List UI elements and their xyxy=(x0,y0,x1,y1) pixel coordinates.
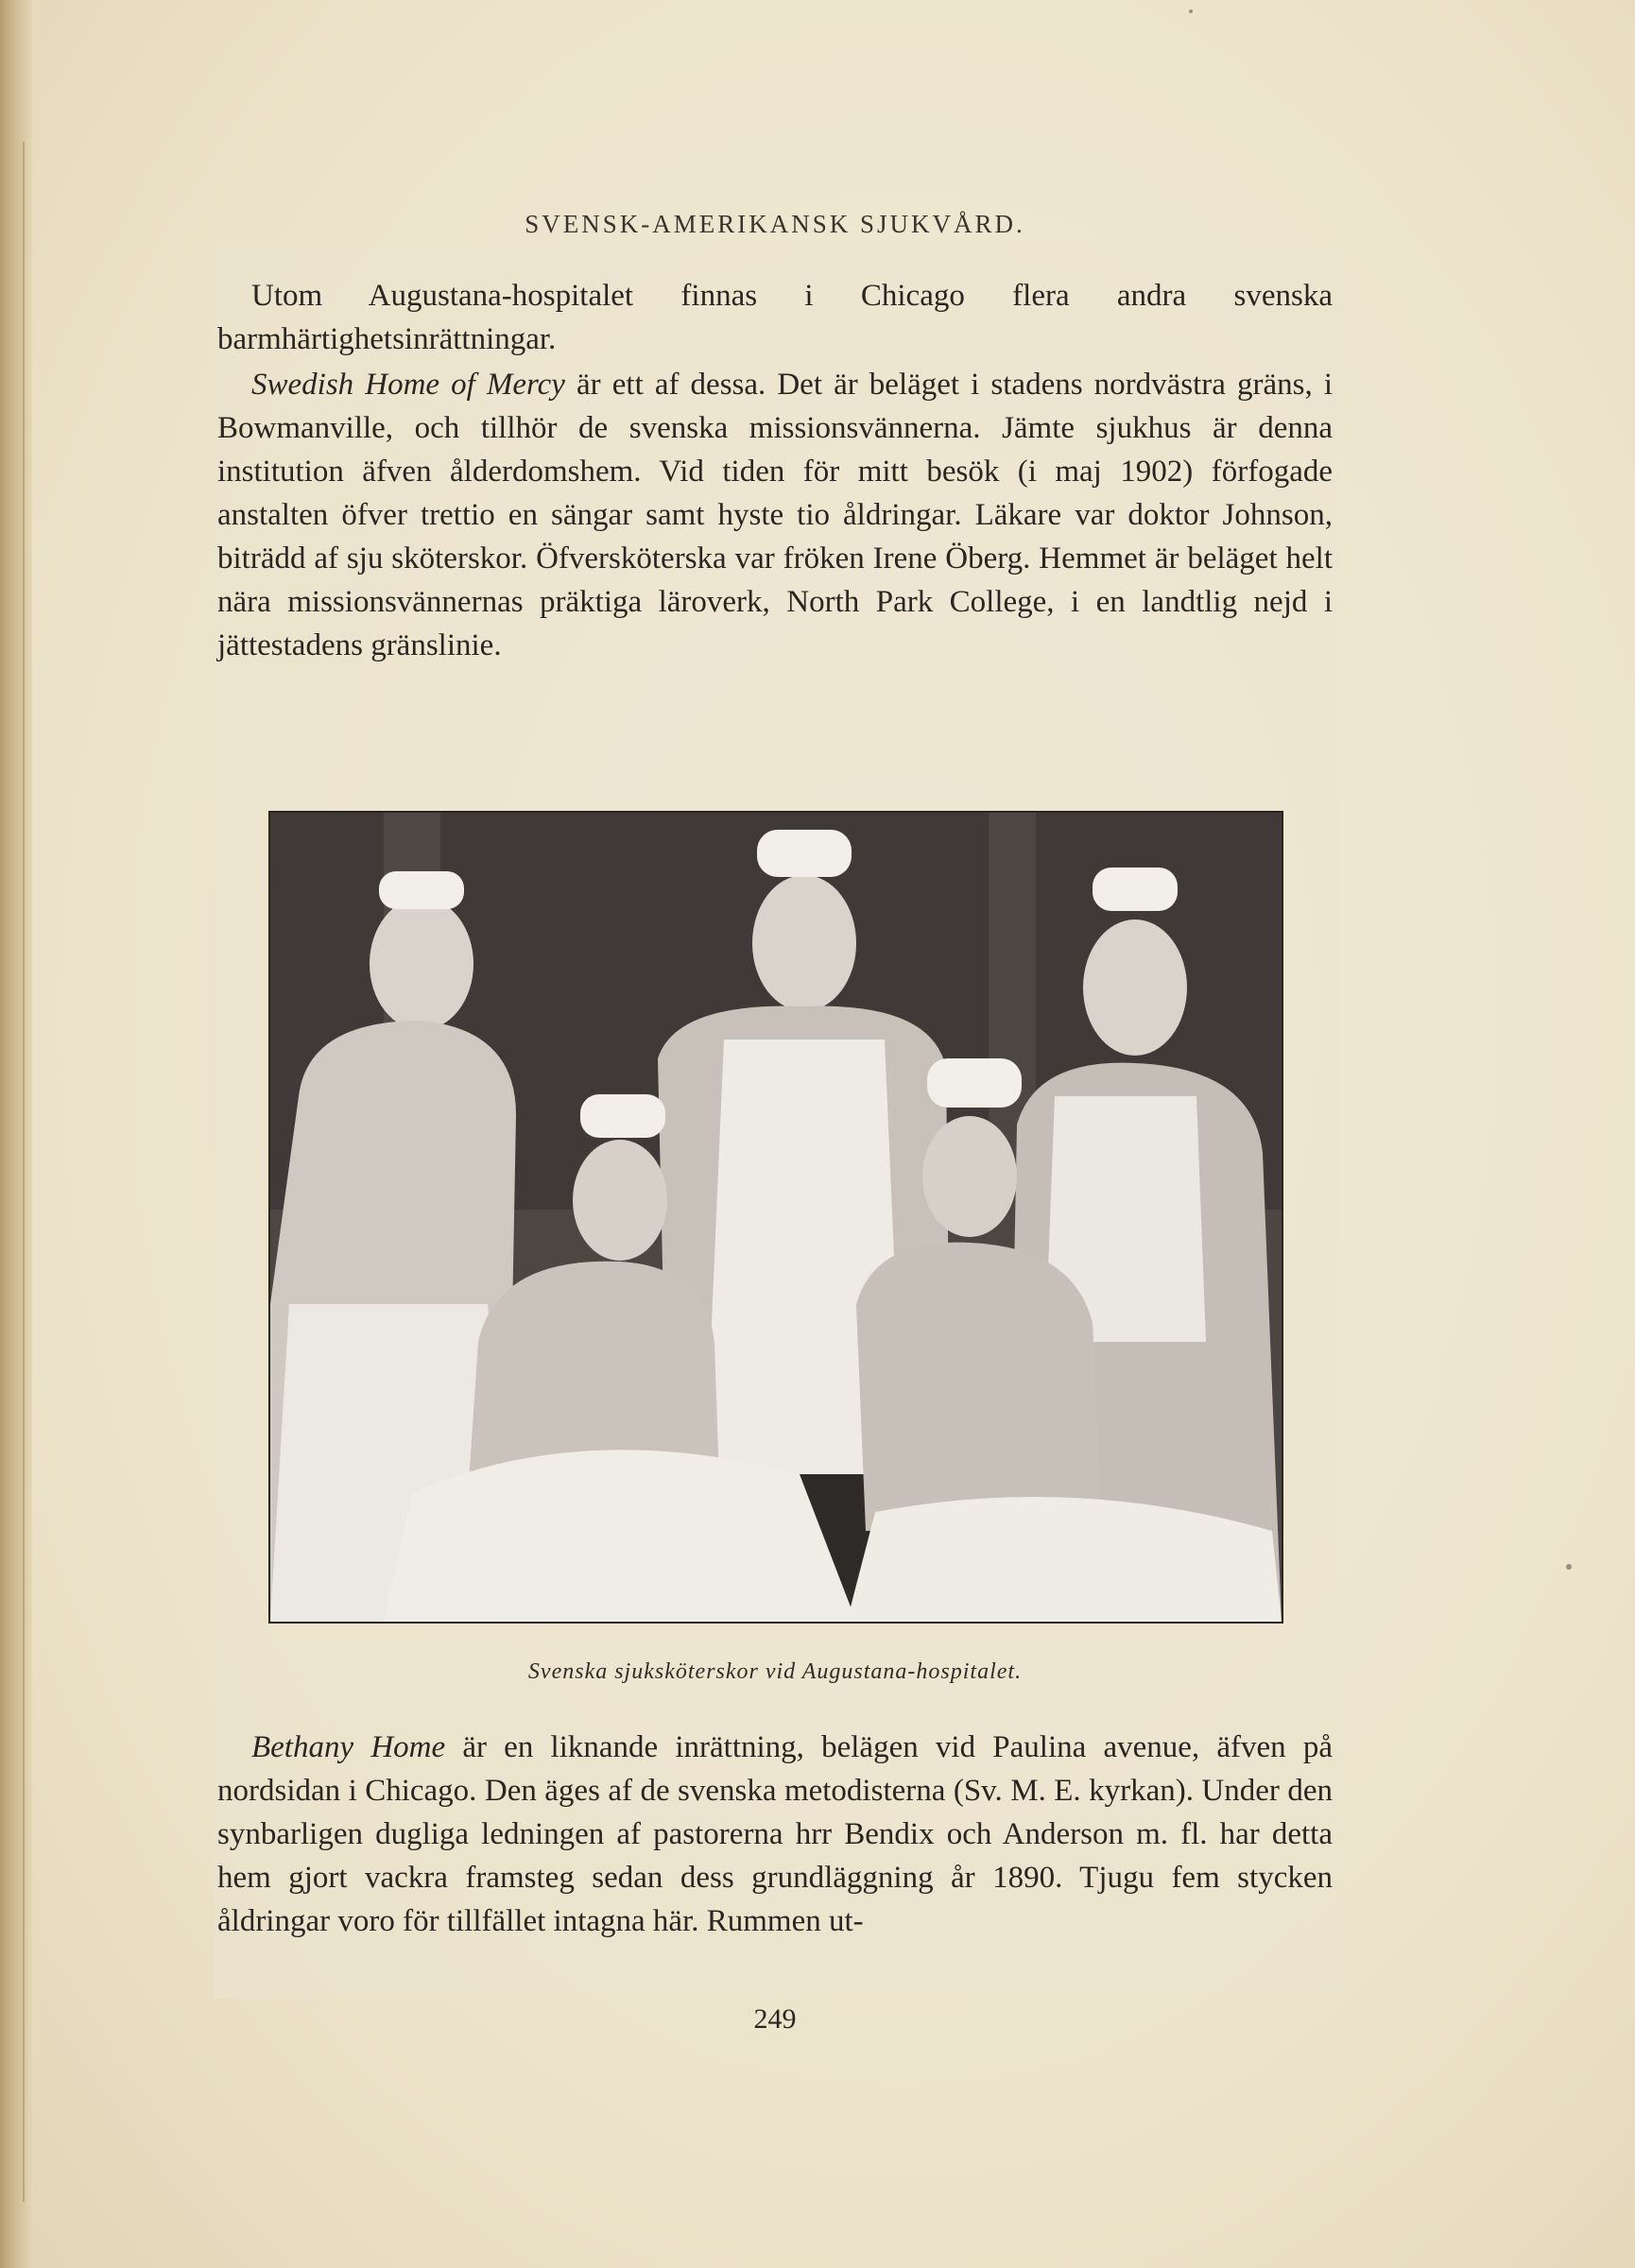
paper-speck xyxy=(1566,1564,1572,1570)
figure-caption: Svenska sjuksköterskor vid Augustana-hospitalet. xyxy=(527,1659,1023,1684)
paragraph-swedish-home-title: Swedish Home of Mercy xyxy=(251,368,565,402)
book-gutter xyxy=(0,0,32,2268)
paper-speck xyxy=(1189,9,1193,13)
paragraph-bethany-home xyxy=(217,1726,1333,1943)
gutter-line xyxy=(23,142,25,2202)
paragraph-bethany-home-text: är en liknande inrättning, belägen vid Paulina avenue, äfven på nordsidan i Chicago. Den äges af de svenska metodisterna (Sv. M. E. kyrkan). Under den synbarligen dugliga ledningen af pastorerna hrr Bendix och Anderson m. fl. har detta hem gjort vackra framsteg sedan dess grundläggning år 1890. Tjugu fem stycken åldringar voro för tillfället intagna här. Rummen ut- xyxy=(217,1730,1334,1938)
nurses-photograph xyxy=(268,811,1283,1624)
paragraph-intro: Utom Augustana-hospitalet finnas i Chicago flera andra svenska barmhärtighetsinrättningar. xyxy=(217,279,1333,356)
paragraph-swedish-home-text: är ett af dessa. Det är beläget i stadens nordvästra gräns, i Bowmanville, och tillhör de svenska missionsvännerna. Jämte sjukhus är denna institution äfven ålderdomshem. Vid tiden för mitt besök (i maj 1902) förfogade anstalten öfver trettio en sängar samt hyste tio åldringar. Läkare var doktor Johnson, biträdd af sju sköterskor. Öfversköterska var fröken Irene Öberg. Hemmet är beläget helt nära missionsvännernas präktiga läroverk, North Park College, i en landtlig nejd i jättestadens gränslinie. xyxy=(217,368,1333,662)
page-number: 249 xyxy=(753,2003,797,2035)
paragraph-swedish-home xyxy=(217,363,1333,667)
nurses-photograph-drawing xyxy=(270,813,1282,1622)
paragraph-bethany-home-title: Bethany Home xyxy=(251,1730,446,1764)
running-head: SVENSK-AMERIKANSK SJUKVÅRD. xyxy=(525,210,1025,238)
